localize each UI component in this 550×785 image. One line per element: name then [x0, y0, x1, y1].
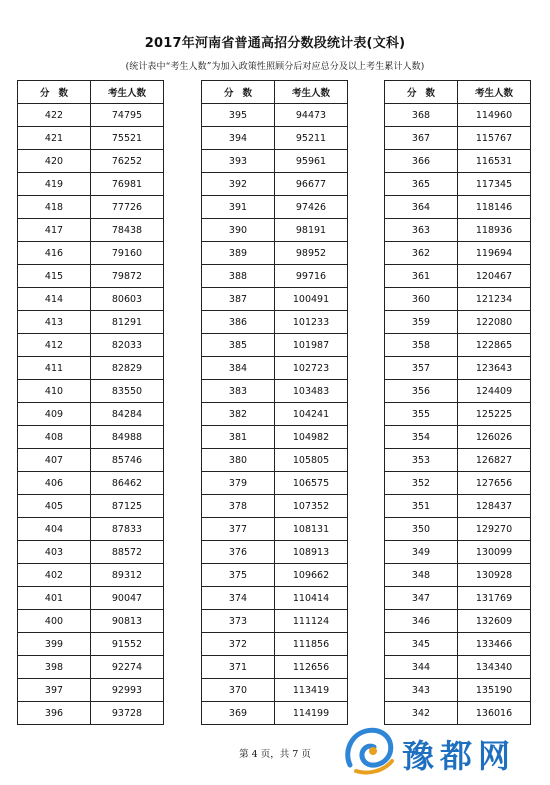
table-row [385, 196, 531, 219]
count-cell: 118936 [458, 219, 531, 242]
score-cell: 382 [202, 403, 275, 426]
table-row [202, 656, 348, 679]
count-cell: 82033 [91, 334, 164, 357]
score-cell: 401 [18, 587, 91, 610]
count-cell: 104241 [275, 403, 348, 426]
score-cell: 342 [385, 702, 458, 725]
table-row [18, 265, 164, 288]
count-cell: 91552 [91, 633, 164, 656]
count-cell: 97426 [275, 196, 348, 219]
table-row [18, 564, 164, 587]
count-cell: 96677 [275, 173, 348, 196]
count-cell: 98191 [275, 219, 348, 242]
count-cell: 104982 [275, 426, 348, 449]
site-watermark [342, 725, 547, 777]
table-row [18, 173, 164, 196]
table-row [385, 104, 531, 127]
score-cell: 391 [202, 196, 275, 219]
score-cell: 390 [202, 219, 275, 242]
count-cell: 98952 [275, 242, 348, 265]
count-cell: 85746 [91, 449, 164, 472]
count-cell: 122865 [458, 334, 531, 357]
count-cell: 126026 [458, 426, 531, 449]
count-cell: 101987 [275, 334, 348, 357]
score-cell: 384 [202, 357, 275, 380]
count-cell: 76981 [91, 173, 164, 196]
score-cell: 421 [18, 127, 91, 150]
table-row [18, 610, 164, 633]
count-cell: 108913 [275, 541, 348, 564]
table-row [202, 679, 348, 702]
table-row [202, 633, 348, 656]
score-cell: 408 [18, 426, 91, 449]
count-cell: 74795 [91, 104, 164, 127]
table-row [18, 426, 164, 449]
count-cell: 92274 [91, 656, 164, 679]
score-cell: 378 [202, 495, 275, 518]
table-row [202, 265, 348, 288]
table-row [385, 587, 531, 610]
count-cell: 135190 [458, 679, 531, 702]
score-column-header: 分数 [385, 81, 458, 104]
table-row [18, 518, 164, 541]
table-row [202, 357, 348, 380]
score-cell: 345 [385, 633, 458, 656]
table-row [202, 311, 348, 334]
table-row [18, 541, 164, 564]
count-cell: 114960 [458, 104, 531, 127]
table-row [385, 633, 531, 656]
table-note: ( 统计表中“考生人数”为加入政策性照顾分后对应总分及以上考生累计人数 ) [0, 59, 550, 72]
table-row [385, 564, 531, 587]
score-cell: 387 [202, 288, 275, 311]
score-cell: 349 [385, 541, 458, 564]
table-row [202, 104, 348, 127]
table-row [385, 150, 531, 173]
table-row [18, 242, 164, 265]
score-cell: 397 [18, 679, 91, 702]
table-row [202, 127, 348, 150]
count-cell: 110414 [275, 587, 348, 610]
table-row [202, 472, 348, 495]
score-cell: 360 [385, 288, 458, 311]
score-cell: 399 [18, 633, 91, 656]
count-cell: 123643 [458, 357, 531, 380]
table-row [202, 610, 348, 633]
score-cell: 380 [202, 449, 275, 472]
score-cell: 361 [385, 265, 458, 288]
page-number: 第 4 页，共 7 页 [239, 749, 311, 760]
table-row [18, 702, 164, 725]
table-row [18, 633, 164, 656]
score-cell: 396 [18, 702, 91, 725]
score-cell: 419 [18, 173, 91, 196]
score-cell: 357 [385, 357, 458, 380]
count-cell: 106575 [275, 472, 348, 495]
score-cell: 418 [18, 196, 91, 219]
table-row [385, 334, 531, 357]
count-cell: 89312 [91, 564, 164, 587]
score-cell: 366 [385, 150, 458, 173]
table-row [385, 403, 531, 426]
table-row [385, 518, 531, 541]
score-cell: 351 [385, 495, 458, 518]
count-cell: 111856 [275, 633, 348, 656]
table-row [18, 656, 164, 679]
score-cell: 395 [202, 104, 275, 127]
table-row [385, 702, 531, 725]
score-cell: 364 [385, 196, 458, 219]
count-column-header: 考生人数 [458, 81, 531, 104]
table-row [385, 610, 531, 633]
table-row [202, 334, 348, 357]
count-cell: 125225 [458, 403, 531, 426]
score-cell: 394 [202, 127, 275, 150]
table-row [18, 334, 164, 357]
table-row [385, 242, 531, 265]
table-row [385, 541, 531, 564]
score-cell: 375 [202, 564, 275, 587]
table-row [385, 656, 531, 679]
table-row [385, 127, 531, 150]
score-cell: 352 [385, 472, 458, 495]
count-cell: 103483 [275, 380, 348, 403]
score-cell: 416 [18, 242, 91, 265]
score-cell: 415 [18, 265, 91, 288]
table-row [385, 311, 531, 334]
table-row [202, 564, 348, 587]
count-cell: 88572 [91, 541, 164, 564]
table-row [18, 127, 164, 150]
count-cell: 84988 [91, 426, 164, 449]
count-cell: 129270 [458, 518, 531, 541]
count-cell: 124409 [458, 380, 531, 403]
score-cell: 358 [385, 334, 458, 357]
table-header-row [385, 81, 531, 104]
count-cell: 76252 [91, 150, 164, 173]
score-cell: 422 [18, 104, 91, 127]
table-row [202, 518, 348, 541]
score-table-1 [17, 80, 164, 725]
table-row [385, 357, 531, 380]
score-cell: 376 [202, 541, 275, 564]
count-cell: 132609 [458, 610, 531, 633]
table-row [385, 288, 531, 311]
count-cell: 107352 [275, 495, 348, 518]
count-cell: 120467 [458, 265, 531, 288]
score-cell: 363 [385, 219, 458, 242]
table-row [18, 288, 164, 311]
table-row [385, 426, 531, 449]
count-cell: 90813 [91, 610, 164, 633]
count-cell: 113419 [275, 679, 348, 702]
score-cell: 362 [385, 242, 458, 265]
table-header-row [202, 81, 348, 104]
table-row [385, 495, 531, 518]
score-cell: 414 [18, 288, 91, 311]
table-row [202, 426, 348, 449]
table-row [385, 679, 531, 702]
count-cell: 130928 [458, 564, 531, 587]
count-cell: 105805 [275, 449, 348, 472]
score-cell: 372 [202, 633, 275, 656]
count-cell: 102723 [275, 357, 348, 380]
count-cell: 134340 [458, 656, 531, 679]
table-row [202, 380, 348, 403]
count-cell: 126827 [458, 449, 531, 472]
score-cell: 411 [18, 357, 91, 380]
count-cell: 78438 [91, 219, 164, 242]
score-cell: 347 [385, 587, 458, 610]
table-row [202, 495, 348, 518]
score-cell: 413 [18, 311, 91, 334]
count-cell: 136016 [458, 702, 531, 725]
score-cell: 381 [202, 426, 275, 449]
score-cell: 410 [18, 380, 91, 403]
score-cell: 389 [202, 242, 275, 265]
table-row [202, 449, 348, 472]
score-cell: 407 [18, 449, 91, 472]
table-row [18, 403, 164, 426]
count-cell: 81291 [91, 311, 164, 334]
count-cell: 118146 [458, 196, 531, 219]
table-row [202, 196, 348, 219]
count-cell: 119694 [458, 242, 531, 265]
table-row [18, 196, 164, 219]
table-row [202, 150, 348, 173]
score-cell: 356 [385, 380, 458, 403]
score-cell: 365 [385, 173, 458, 196]
count-cell: 114199 [275, 702, 348, 725]
score-cell: 355 [385, 403, 458, 426]
score-cell: 383 [202, 380, 275, 403]
score-cell: 402 [18, 564, 91, 587]
count-column-header: 考生人数 [275, 81, 348, 104]
score-cell: 420 [18, 150, 91, 173]
score-cell: 403 [18, 541, 91, 564]
score-cell: 388 [202, 265, 275, 288]
score-cell: 386 [202, 311, 275, 334]
score-cell: 353 [385, 449, 458, 472]
score-cell: 377 [202, 518, 275, 541]
score-cell: 400 [18, 610, 91, 633]
count-cell: 128437 [458, 495, 531, 518]
score-cell: 369 [202, 702, 275, 725]
count-cell: 90047 [91, 587, 164, 610]
score-cell: 379 [202, 472, 275, 495]
table-row [385, 449, 531, 472]
table-row [385, 472, 531, 495]
count-cell: 86462 [91, 472, 164, 495]
count-cell: 93728 [91, 702, 164, 725]
table-row [18, 495, 164, 518]
count-cell: 79872 [91, 265, 164, 288]
table-row [18, 104, 164, 127]
count-cell: 80603 [91, 288, 164, 311]
count-cell: 94473 [275, 104, 348, 127]
count-cell: 121234 [458, 288, 531, 311]
table-row [202, 219, 348, 242]
score-cell: 359 [385, 311, 458, 334]
count-cell: 131769 [458, 587, 531, 610]
table-row [18, 357, 164, 380]
table-row [18, 472, 164, 495]
table-row [18, 219, 164, 242]
count-cell: 133466 [458, 633, 531, 656]
count-cell: 122080 [458, 311, 531, 334]
table-row [18, 679, 164, 702]
count-cell: 109662 [275, 564, 348, 587]
score-column-header: 分数 [18, 81, 91, 104]
score-cell: 343 [385, 679, 458, 702]
count-cell: 82829 [91, 357, 164, 380]
score-cell: 373 [202, 610, 275, 633]
count-cell: 115767 [458, 127, 531, 150]
table-row [202, 541, 348, 564]
table-row [18, 449, 164, 472]
score-cell: 368 [385, 104, 458, 127]
score-cell: 346 [385, 610, 458, 633]
score-cell: 348 [385, 564, 458, 587]
score-cell: 374 [202, 587, 275, 610]
table-row [18, 587, 164, 610]
score-cell: 404 [18, 518, 91, 541]
count-column-header: 考生人数 [91, 81, 164, 104]
score-cell: 370 [202, 679, 275, 702]
count-cell: 95211 [275, 127, 348, 150]
score-cell: 385 [202, 334, 275, 357]
score-cell: 405 [18, 495, 91, 518]
table-row [18, 380, 164, 403]
table-row [202, 702, 348, 725]
score-cell: 393 [202, 150, 275, 173]
table-row [202, 173, 348, 196]
table-row [385, 380, 531, 403]
score-cell: 344 [385, 656, 458, 679]
count-cell: 108131 [275, 518, 348, 541]
count-cell: 84284 [91, 403, 164, 426]
score-table-2 [201, 80, 348, 725]
table-row [385, 219, 531, 242]
table-row [202, 587, 348, 610]
swirl-logo-icon [342, 725, 398, 777]
score-cell: 398 [18, 656, 91, 679]
page-title: 2017年河南省普通高招分数段统计表(文科) [144, 36, 406, 51]
score-cell: 354 [385, 426, 458, 449]
table-row [202, 403, 348, 426]
table-header-row [18, 81, 164, 104]
count-cell: 130099 [458, 541, 531, 564]
count-cell: 83550 [91, 380, 164, 403]
table-row [18, 311, 164, 334]
count-cell: 87125 [91, 495, 164, 518]
count-cell: 92993 [91, 679, 164, 702]
score-cell: 371 [202, 656, 275, 679]
score-cell: 350 [385, 518, 458, 541]
count-cell: 95961 [275, 150, 348, 173]
score-cell: 406 [18, 472, 91, 495]
score-table-3 [384, 80, 531, 725]
count-cell: 100491 [275, 288, 348, 311]
score-cell: 417 [18, 219, 91, 242]
score-cell: 409 [18, 403, 91, 426]
count-cell: 112656 [275, 656, 348, 679]
count-cell: 87833 [91, 518, 164, 541]
watermark-text: 豫都网 [402, 737, 517, 775]
count-cell: 101233 [275, 311, 348, 334]
count-cell: 99716 [275, 265, 348, 288]
table-row [18, 150, 164, 173]
count-cell: 75521 [91, 127, 164, 150]
count-cell: 111124 [275, 610, 348, 633]
table-row [385, 173, 531, 196]
count-cell: 79160 [91, 242, 164, 265]
score-cell: 367 [385, 127, 458, 150]
score-cell: 412 [18, 334, 91, 357]
table-row [202, 242, 348, 265]
count-cell: 117345 [458, 173, 531, 196]
table-row [385, 265, 531, 288]
count-cell: 127656 [458, 472, 531, 495]
score-column-header: 分数 [202, 81, 275, 104]
table-row [202, 288, 348, 311]
score-cell: 392 [202, 173, 275, 196]
count-cell: 77726 [91, 196, 164, 219]
count-cell: 116531 [458, 150, 531, 173]
